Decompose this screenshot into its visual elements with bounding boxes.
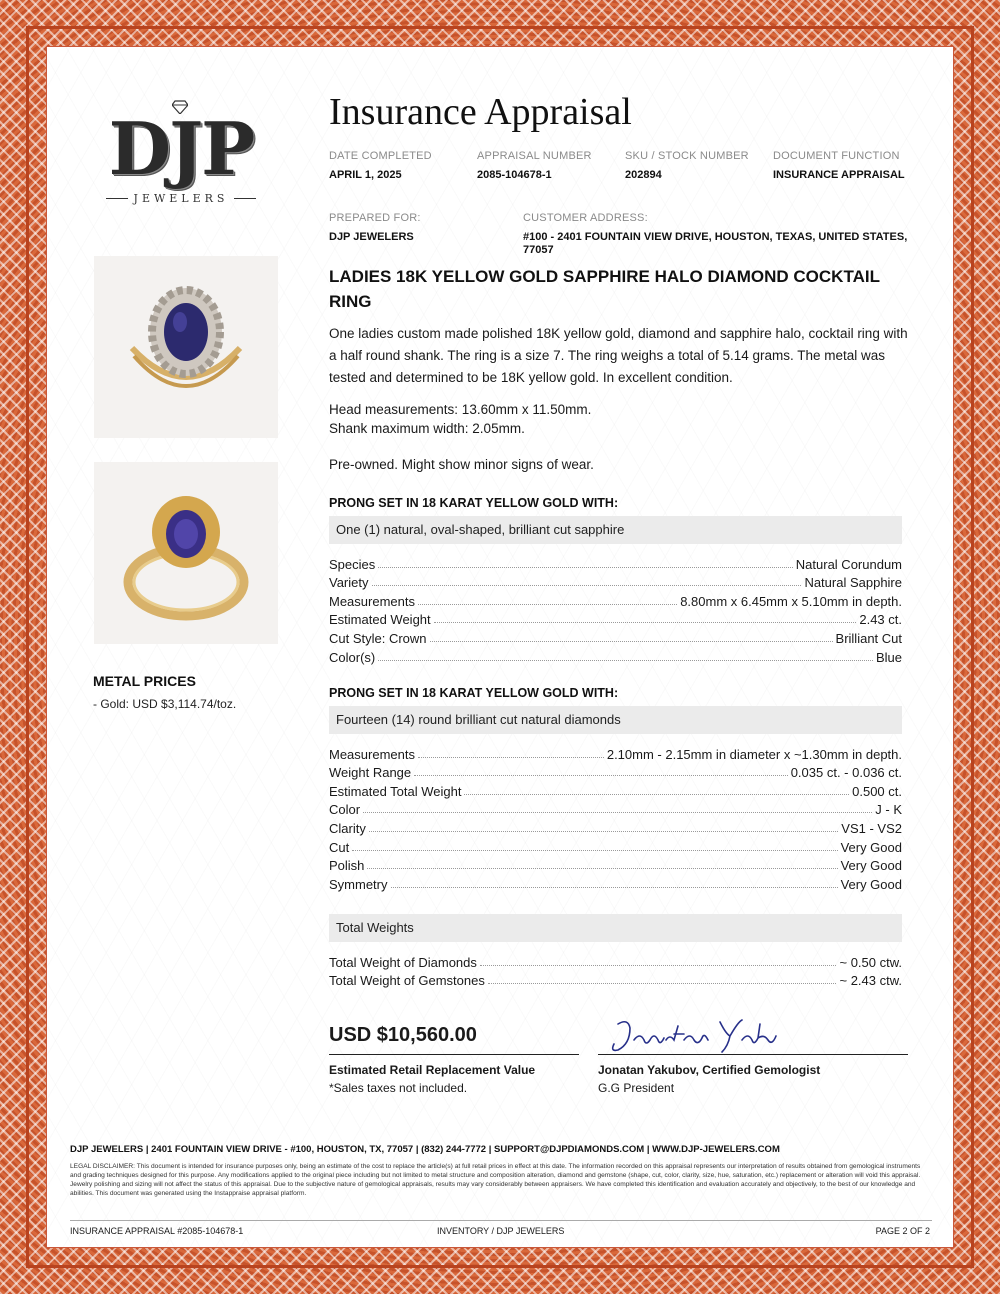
leader-dots: [378, 567, 793, 568]
leader-dots: [488, 983, 837, 984]
row-label: Measurements: [329, 593, 415, 609]
row-label: Clarity: [329, 820, 366, 836]
meta-label: DATE COMPLETED: [329, 150, 432, 162]
detail-row: [329, 627, 902, 646]
meta-value: INSURANCE APPRAISAL: [773, 169, 905, 181]
signature-image: [600, 1014, 790, 1056]
row-value: ~ 0.50 ctw.: [839, 954, 902, 970]
row-value: Very Good: [840, 858, 902, 874]
leader-dots: [418, 757, 604, 758]
detail-row: [329, 970, 902, 989]
leader-dots: [367, 868, 837, 869]
leader-dots: [363, 812, 872, 813]
row-label: Estimated Total Weight: [329, 783, 462, 799]
detail-row: [329, 743, 902, 762]
sales-tax-note: *Sales taxes not included.: [329, 1081, 468, 1095]
leader-dots: [352, 850, 837, 851]
row-label: Symmetry: [329, 876, 388, 892]
replacement-value-label: Estimated Retail Replacement Value: [329, 1063, 536, 1077]
leader-dots: [434, 622, 857, 623]
detail-row: [329, 762, 902, 781]
customer-address-label: CUSTOMER ADDRESS:: [523, 212, 648, 224]
row-value: J - K: [875, 802, 902, 818]
leader-dots: [369, 831, 838, 832]
metal-prices-title: METAL PRICES: [93, 673, 196, 689]
footer-contact: DJP JEWELERS | 2401 FOUNTAIN VIEW DRIVE - #100, HOUSTON, TX, 77057 | (832) 244-7772 | SUPPORT@DJPDIAMONDS.COM | WWW.DJP-JEWELERS.COM: [70, 1144, 780, 1155]
row-value: 2.10mm - 2.15mm in diameter x ~1.30mm in depth.: [606, 746, 902, 762]
row-value: 2.43 ct.: [859, 612, 902, 628]
meta-label: APPRAISAL NUMBER: [477, 150, 592, 162]
row-label: Total Weight of Gemstones: [329, 973, 485, 989]
djp-logo: [106, 100, 256, 210]
meta-value: 2085-104678-1: [477, 169, 552, 181]
total-weights-details: [329, 951, 902, 988]
detail-row: [329, 951, 902, 970]
logo-divider: [106, 198, 128, 199]
item-description: One ladies custom made polished 18K yellow gold, diamond and sapphire halo, cocktail ring with a half round shank. The ring is a size 7. The ring weighs a total of 5.14 grams. The metal was tested and determined to be 18K yellow gold. In excellent condition.: [329, 326, 908, 385]
logo-mark: DJP: [108, 106, 254, 191]
row-value: Very Good: [840, 876, 902, 892]
leader-dots: [414, 775, 788, 776]
prepared-for-value: DJP JEWELERS: [329, 231, 414, 243]
detail-row: [329, 572, 902, 591]
meta-value: 202894: [625, 169, 662, 181]
row-value: Very Good: [840, 839, 902, 855]
price-underline: [329, 1054, 579, 1055]
detail-row: [329, 799, 902, 818]
meta-document-function: [773, 150, 909, 181]
meta-row: [329, 150, 909, 181]
row-label: Polish: [329, 858, 365, 874]
prepared-for: [329, 212, 421, 243]
row-value: VS1 - VS2: [841, 820, 902, 836]
leader-dots: [391, 887, 838, 888]
row-value: 0.035 ct. - 0.036 ct.: [790, 765, 902, 781]
footer-appraisal-id: INSURANCE APPRAISAL #2085-104678-1: [70, 1226, 244, 1236]
diamond-details: [329, 743, 902, 892]
leader-dots: [378, 660, 873, 661]
row-value: 8.80mm x 6.45mm x 5.10mm in depth.: [680, 593, 902, 609]
detail-row: [329, 817, 902, 836]
detail-row: [329, 609, 902, 628]
meta-label: DOCUMENT FUNCTION: [773, 150, 900, 162]
shank-width: Shank maximum width: 2.05mm.: [329, 421, 525, 436]
meta-value: APRIL 1, 2025: [329, 169, 402, 181]
row-value: Natural Corundum: [795, 556, 902, 572]
diamond-section-heading: PRONG SET IN 18 KARAT YELLOW GOLD WITH:: [329, 686, 619, 700]
row-label: Estimated Weight: [329, 612, 431, 628]
footer-divider: [70, 1220, 932, 1221]
detail-row: [329, 873, 902, 892]
row-label: Color(s): [329, 649, 376, 665]
meta-date: [329, 150, 477, 181]
signature-line: [598, 1054, 908, 1055]
logo-subtitle: JEWELERS: [133, 191, 229, 205]
logo-sub-row: [106, 190, 256, 206]
replacement-value: USD $10,560.00: [329, 1024, 477, 1046]
detail-row: [329, 646, 902, 665]
meta-appraisal-number: [477, 150, 625, 181]
item-measurements: [329, 400, 909, 438]
footer-inventory: INVENTORY / DJP JEWELERS: [437, 1226, 565, 1236]
legal-disclaimer: LEGAL DISCLAIMER: This document is intended for insurance purposes only, being an estimate of the cost to replace the article(s) at full retail prices in effect at this date. The information recorded on this appraisal represents our interpretation of results obtained from gemological instruments and grading techniques designed for this purpose. Any modifications applied to the original piece including but not limited to metal structure and composition alteration, diamond and gemstone (shape, cut, color, clarity, size, hue, saturation, etc.) replacement or alteration will void this appraisal. Jewelry polishing and sizing will not affect the status of this appraisal. Due to the subjective nature of gemological appraisals, results may vary considerably between appraisers. We have completed this identification and evaluation accurately and objectively, to the best of our knowledge and abilities. This document was generated using the Instappraise appraisal platform.: [70, 1163, 921, 1197]
sapphire-section-heading: PRONG SET IN 18 KARAT YELLOW GOLD WITH:: [329, 496, 619, 510]
logo-divider: [234, 198, 256, 199]
total-weights-heading: Total Weights: [329, 914, 902, 942]
item-title: LADIES 18K YELLOW GOLD SAPPHIRE HALO DIAMOND COCKTAIL RING: [329, 267, 880, 311]
customer-address-value: #100 - 2401 FOUNTAIN VIEW DRIVE, HOUSTON, TEXAS, UNITED STATES, 77057: [523, 231, 908, 256]
leader-dots: [430, 641, 833, 642]
meta-label: SKU / STOCK NUMBER: [625, 150, 749, 162]
page-title: Insurance Appraisal: [329, 91, 632, 133]
row-label: Cut: [329, 839, 350, 855]
meta-sku: [625, 150, 773, 181]
leader-dots: [464, 794, 849, 795]
row-label: Measurements: [329, 746, 415, 762]
signer-name: Jonatan Yakubov, Certified Gemologist: [598, 1063, 821, 1077]
sapphire-summary: One (1) natural, oval-shaped, brilliant cut sapphire: [329, 516, 902, 544]
leader-dots: [418, 604, 677, 605]
row-value: 0.500 ct.: [852, 783, 902, 799]
row-label: Total Weight of Diamonds: [329, 954, 477, 970]
row-label: Variety: [329, 575, 369, 591]
detail-row: [329, 553, 902, 572]
prepared-for-label: PREPARED FOR:: [329, 212, 421, 224]
row-value: ~ 2.43 ctw.: [839, 973, 902, 989]
detail-row: [329, 836, 902, 855]
diamond-summary: Fourteen (14) round brilliant cut natural diamonds: [329, 706, 902, 734]
row-label: Cut Style: Crown: [329, 630, 427, 646]
detail-row: [329, 780, 902, 799]
item-condition: Pre-owned. Might show minor signs of wear.: [329, 457, 594, 472]
sapphire-details: [329, 553, 902, 665]
leader-dots: [480, 965, 837, 966]
customer-address: [523, 212, 908, 257]
signer-title: G.G President: [598, 1081, 675, 1095]
ring-photo-back: [94, 462, 278, 644]
row-label: Color: [329, 802, 361, 818]
row-value: Natural Sapphire: [804, 575, 902, 591]
metal-price-gold: - Gold: USD $3,114.74/toz.: [93, 697, 237, 711]
leader-dots: [372, 585, 802, 586]
footer-page-number: PAGE 2 OF 2: [875, 1226, 930, 1236]
detail-row: [329, 590, 902, 609]
row-value: Brilliant Cut: [835, 630, 902, 646]
row-value: Blue: [875, 649, 902, 665]
ring-photo-front: [94, 256, 278, 438]
detail-row: [329, 855, 902, 874]
row-label: Weight Range: [329, 765, 412, 781]
head-measurements: Head measurements: 13.60mm x 11.50mm.: [329, 402, 592, 417]
row-label: Species: [329, 556, 376, 572]
